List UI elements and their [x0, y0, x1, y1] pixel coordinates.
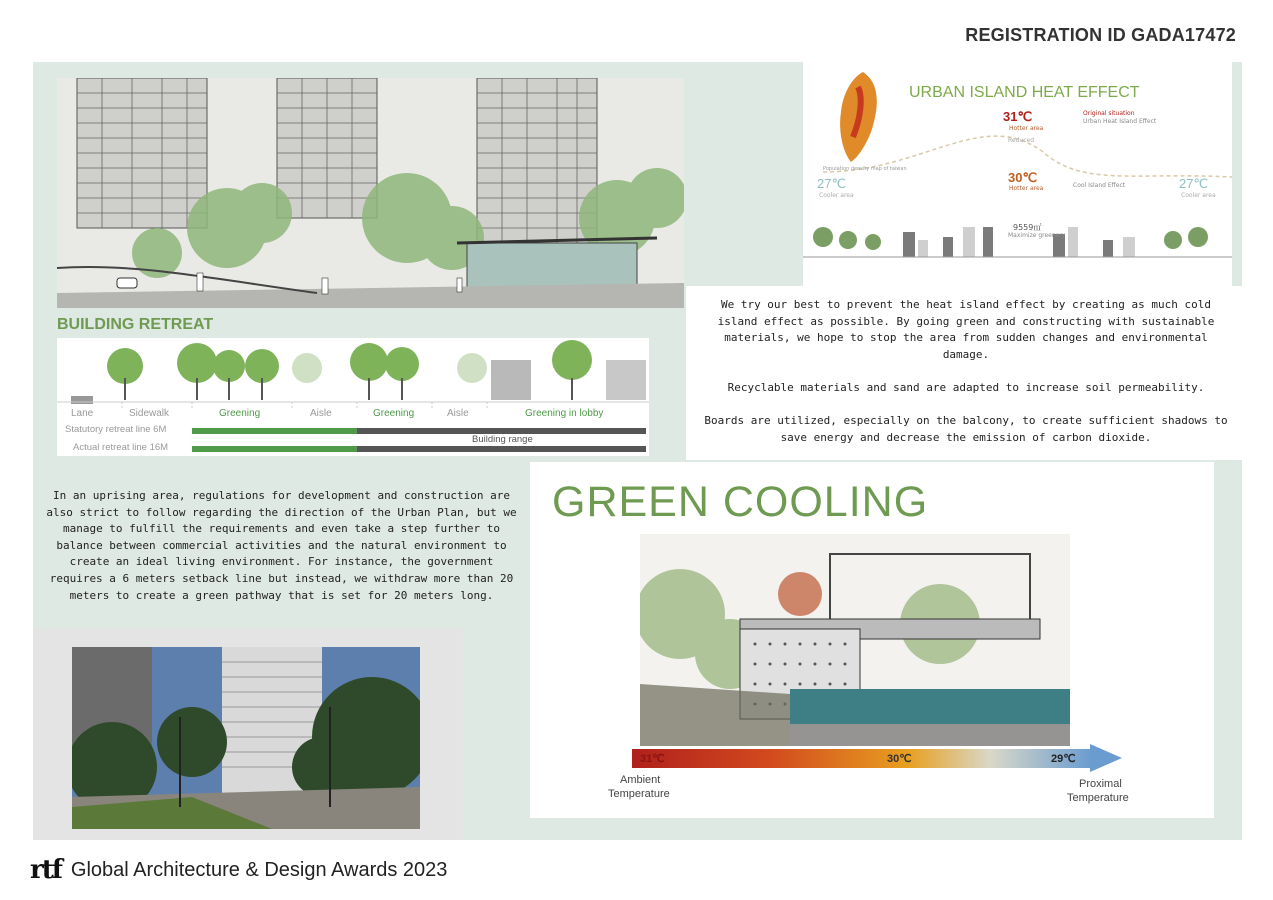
temperature-gradient-bar: [632, 749, 1092, 768]
heat-map-caption: Population density map of taiwan: [823, 166, 907, 172]
heat-reduced-label: Reduced: [1008, 137, 1035, 144]
building-sketch-image: [57, 78, 684, 308]
zone-aisle-1: Aisle: [310, 408, 332, 419]
heat-left-temp: 27℃: [817, 176, 847, 191]
zone-aisle-2: Aisle: [447, 408, 469, 419]
heat-cool-temp: 30℃: [1008, 170, 1038, 185]
rtf-logo: rtf: [30, 855, 61, 885]
heat-right-temp: 27℃: [1179, 176, 1209, 191]
registration-id: REGISTRATION ID GADA17472: [965, 25, 1236, 45]
right-text-p2: Recyclable materials and sand are adapted to increase soil permeability.: [727, 381, 1205, 394]
ambient-label-line1: Ambient: [620, 774, 661, 786]
heat-left-label: Cooler area: [819, 192, 854, 199]
cooling-section-image: [640, 534, 1070, 746]
green-cooling-title: GREEN COOLING: [552, 478, 929, 526]
actual-line-label: Actual retreat line 16M: [73, 442, 169, 453]
heat-cool-label: Hotter area: [1009, 185, 1044, 192]
heat-hot-label: Hotter area: [1009, 125, 1044, 132]
heat-hot-temp: 31℃: [1003, 109, 1033, 124]
heat-original-title: Original situation: [1083, 110, 1135, 117]
footer: [30, 855, 447, 885]
heat-original-sub: Urban Heat Island Effect: [1083, 118, 1157, 125]
heat-island-title: URBAN ISLAND HEAT EFFECT: [909, 84, 1140, 101]
building-retreat-diagram: [57, 338, 649, 456]
proximal-label-line2: Temperature: [1067, 792, 1129, 804]
temp-hot-label: 31℃: [640, 753, 665, 765]
right-text-p3: Boards are utilized, especially on the balcony, to create sufficient shadows to save energy and decrease the emission of carbon dioxide.: [704, 414, 1228, 444]
footer-award-text: Global Architecture & Design Awards 2023: [70, 858, 448, 881]
ambient-label-line2: Temperature: [608, 788, 670, 800]
statutory-line-label: Statutory retreat line 6M: [65, 424, 167, 435]
zone-greening-lobby: Greening in lobby: [525, 408, 604, 419]
heat-green-area: 9559㎡: [1013, 223, 1042, 232]
left-text: In an uprising area, regulations for development and construction are also strict to follow regarding the direction of the Urban Plan, but we manage to fulfill the requirements and even take a step further to balance between commercial activities and the natural environment to create an ideal living environment. For instance, the government requires a 6 meters setback line but instead, we withdraw more than 20 meters to create a green pathway that is set for 20 meters long.: [46, 489, 517, 602]
courtyard-photo: [72, 647, 420, 829]
proximal-label-line1: Proximal: [1079, 778, 1122, 790]
temp-mid-label: 30℃: [887, 753, 912, 765]
temperature-arrow-head: [1090, 744, 1122, 772]
heat-island-panel: [803, 62, 1232, 286]
building-range-label: Building range: [472, 434, 533, 445]
temp-cool-label: 29℃: [1051, 753, 1076, 765]
right-text-p1: We try our best to prevent the heat island effect by creating as much cold island effect as possible. By going green and constructing with sustainable materials, we hope to stop the area from sudden changes and environmental damage.: [717, 298, 1215, 361]
zone-lane: Lane: [71, 408, 94, 419]
building-retreat-title: BUILDING RETREAT: [57, 316, 214, 333]
zone-greening-2: Greening: [373, 408, 415, 419]
heat-right-label: Cooler area: [1181, 192, 1216, 199]
zone-greening-1: Greening: [219, 408, 261, 419]
heat-cool-island: Cool Island Effect: [1073, 182, 1126, 189]
zone-sidewalk: Sidewalk: [129, 408, 170, 419]
heat-green-area-label: Maximize greenery: [1008, 232, 1066, 239]
